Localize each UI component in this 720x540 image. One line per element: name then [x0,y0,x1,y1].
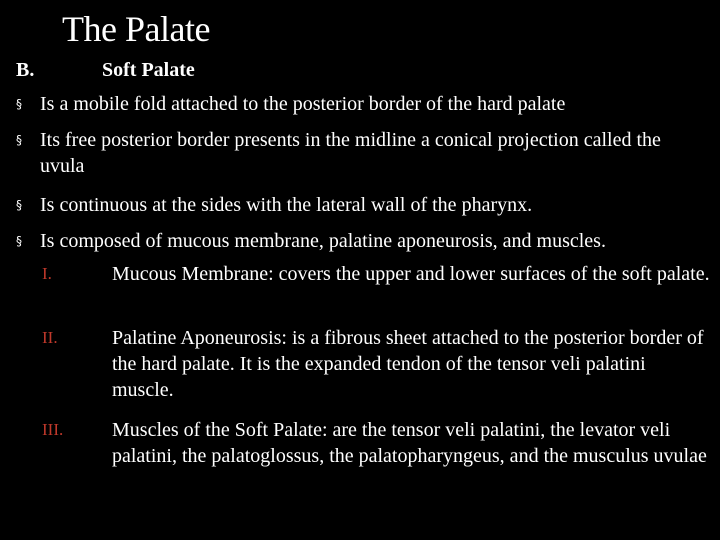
bullet-square-icon: § [16,97,22,111]
section-title: Soft Palate [102,59,195,81]
section-heading [16,57,195,83]
bullet-square-icon: § [16,234,22,248]
sub-item-text: Palatine Aponeurosis: is a fibrous sheet attached to the posterior border of the hard palate. It is the expanded tendon of the tensor veli palatini muscle. [112,327,704,401]
sub-item-text: Mucous Membrane: covers the upper and lower surfaces of the soft palate. [112,263,710,285]
roman-numeral: III. [42,420,64,439]
bullet-text: Is composed of mucous membrane, palatine aponeurosis, and muscles. [40,230,606,252]
roman-numeral: II. [42,328,58,347]
bullet-text: Its free posterior border presents in the midline a conical projection called the uvula [40,129,661,177]
bullet-text: Is a mobile fold attached to the posterior border of the hard palate [40,93,566,115]
sub-item-text: Muscles of the Soft Palate: are the tensor veli palatini, the levator veli palatini, the palatoglossus, the palatopharyngeus, and the musculus uvulae [112,419,707,467]
slide-title: The Palate [62,9,210,49]
section-letter: B. [16,59,35,81]
bullet-text: Is continuous at the sides with the lateral wall of the pharynx. [40,194,533,216]
bullet-square-icon: § [16,133,22,147]
roman-numeral: I. [42,264,52,283]
bullet-square-icon: § [16,198,22,212]
